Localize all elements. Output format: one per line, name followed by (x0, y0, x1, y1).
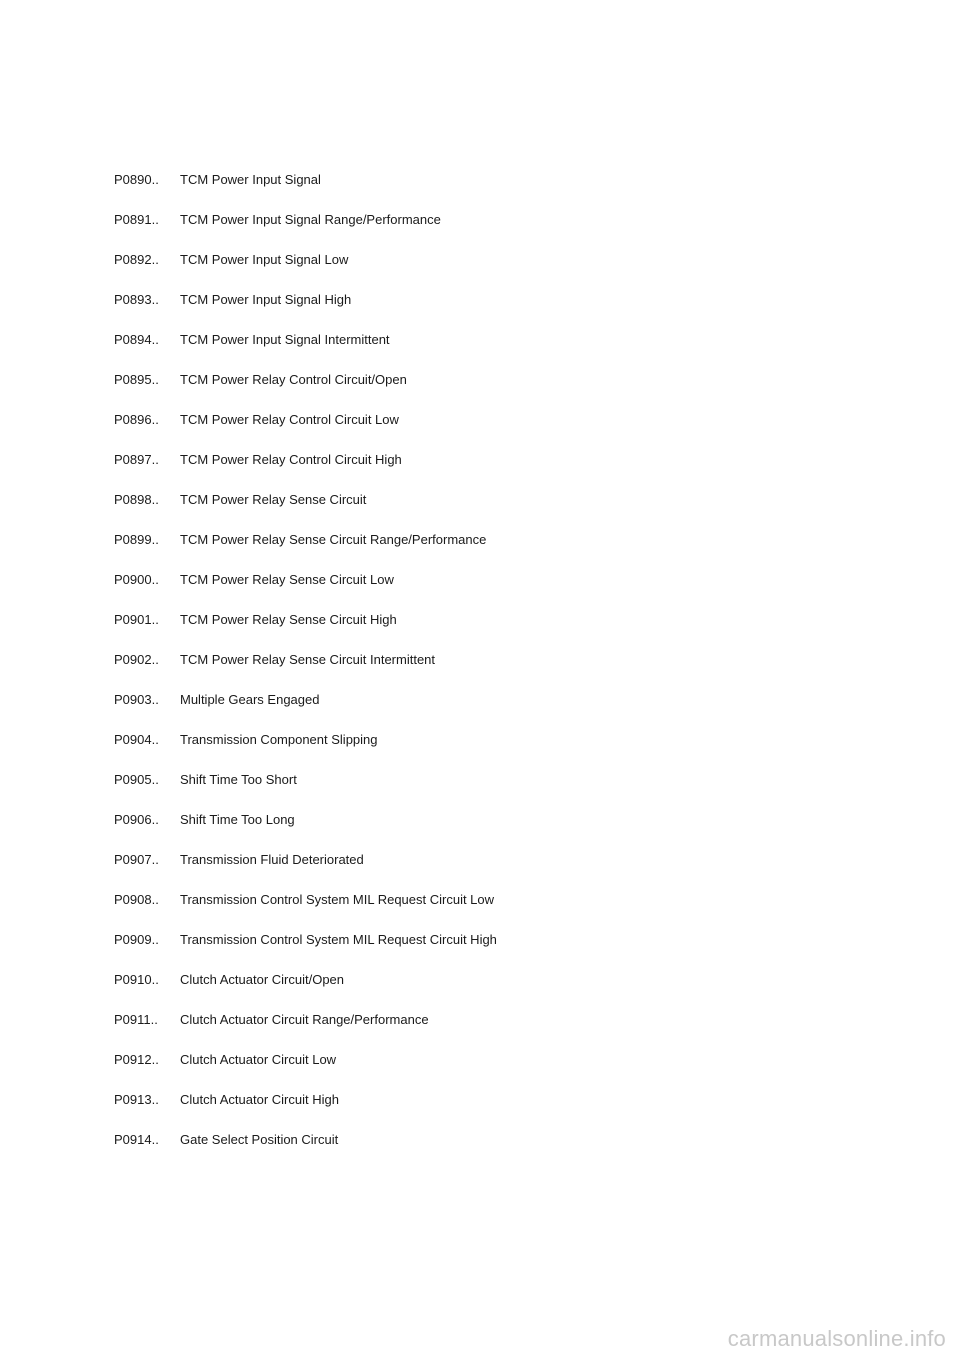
dtc-separator: .. (151, 692, 159, 707)
dtc-description: Transmission Fluid Deteriorated (180, 852, 364, 867)
dtc-description: Transmission Control System MIL Request Circuit Low (180, 892, 495, 907)
dtc-code-cell (114, 250, 174, 270)
dtc-row (114, 690, 497, 730)
dtc-separator: .. (151, 372, 159, 387)
dtc-separator: .. (151, 612, 159, 627)
dtc-description: Clutch Actuator Circuit Range/Performance (180, 1012, 429, 1027)
dtc-description: TCM Power Input Signal High (180, 292, 352, 307)
dtc-code: P0903 (114, 692, 152, 707)
dtc-separator: .. (151, 732, 159, 747)
dtc-description: TCM Power Relay Control Circuit Low (180, 412, 399, 427)
dtc-description: TCM Power Relay Sense Circuit Low (180, 572, 394, 587)
dtc-description: TCM Power Input Signal Low (180, 252, 349, 267)
dtc-description: Clutch Actuator Circuit/Open (180, 972, 345, 987)
dtc-description: Transmission Control System MIL Request Circuit High (180, 932, 497, 947)
dtc-separator: .. (151, 212, 159, 227)
dtc-code: P0910 (114, 972, 152, 987)
dtc-code: P0900 (114, 572, 152, 587)
dtc-description: TCM Power Input Signal Range/Performance (180, 212, 441, 227)
dtc-separator: .. (150, 1012, 158, 1027)
dtc-separator: .. (151, 412, 159, 427)
dtc-description: TCM Power Relay Sense Circuit Intermittent (180, 652, 436, 667)
dtc-row (114, 250, 497, 290)
dtc-code-cell (114, 810, 174, 830)
dtc-code-cell (114, 1050, 174, 1070)
dtc-code: P0890 (114, 172, 152, 187)
dtc-code: P0909 (114, 932, 152, 947)
dtc-row (114, 970, 497, 1010)
dtc-description: Transmission Component Slipping (180, 732, 378, 747)
dtc-row (114, 530, 497, 570)
dtc-description: TCM Power Relay Sense Circuit High (180, 612, 397, 627)
dtc-description: TCM Power Relay Control Circuit/Open (180, 372, 407, 387)
dtc-row (114, 370, 497, 410)
dtc-description: TCM Power Input Signal Intermittent (180, 332, 390, 347)
dtc-code-cell (114, 170, 174, 190)
dtc-code: P0902 (114, 652, 152, 667)
dtc-description: TCM Power Input Signal (180, 172, 321, 187)
dtc-code: P0901 (114, 612, 152, 627)
dtc-code-cell (114, 610, 174, 630)
dtc-code-cell (114, 570, 174, 590)
dtc-code: P0892 (114, 252, 152, 267)
dtc-code-cell (114, 890, 174, 910)
dtc-code-cell (114, 690, 174, 710)
dtc-separator: .. (151, 292, 159, 307)
dtc-code-cell (114, 1010, 174, 1030)
dtc-code-cell (114, 770, 174, 790)
dtc-separator: .. (151, 892, 159, 907)
dtc-row (114, 610, 497, 650)
dtc-row (114, 930, 497, 970)
dtc-code-cell (114, 370, 174, 390)
dtc-row (114, 850, 497, 890)
watermark: carmanualsonline.info (727, 1326, 946, 1351)
dtc-code: P0905 (114, 772, 152, 787)
dtc-separator: .. (151, 172, 159, 187)
dtc-code: P0907 (114, 852, 152, 867)
dtc-code-cell (114, 330, 174, 350)
dtc-description: Gate Select Position Circuit (180, 1132, 339, 1147)
dtc-row (114, 810, 497, 850)
dtc-code: P0914 (114, 1132, 152, 1147)
dtc-row (114, 1010, 497, 1050)
dtc-description: Multiple Gears Engaged (180, 692, 320, 707)
dtc-row (114, 1090, 497, 1130)
dtc-code: P0908 (114, 892, 152, 907)
dtc-code: P0898 (114, 492, 152, 507)
dtc-code: P0912 (114, 1052, 152, 1067)
dtc-code-cell (114, 970, 174, 990)
dtc-separator: .. (151, 1052, 159, 1067)
dtc-code: P0897 (114, 452, 152, 467)
dtc-separator: .. (151, 532, 159, 547)
dtc-separator: .. (151, 452, 159, 467)
dtc-separator: .. (151, 852, 159, 867)
dtc-row (114, 450, 497, 490)
dtc-separator: .. (151, 812, 159, 827)
dtc-description: Clutch Actuator Circuit High (180, 1092, 339, 1107)
dtc-separator: .. (151, 1092, 159, 1107)
dtc-code-cell (114, 210, 174, 230)
dtc-code-cell (114, 290, 174, 310)
dtc-code: P0913 (114, 1092, 152, 1107)
dtc-description: Shift Time Too Short (180, 772, 297, 787)
dtc-description: TCM Power Relay Control Circuit High (180, 452, 402, 467)
dtc-code-cell (114, 850, 174, 870)
dtc-separator: .. (151, 1132, 159, 1147)
dtc-row (114, 730, 497, 770)
dtc-code: P0906 (114, 812, 152, 827)
dtc-separator: .. (151, 252, 159, 267)
dtc-row (114, 1050, 497, 1090)
dtc-code-cell (114, 1130, 174, 1150)
dtc-code: P0891 (114, 212, 152, 227)
dtc-row (114, 330, 497, 370)
dtc-code: P0904 (114, 732, 152, 747)
dtc-separator: .. (151, 332, 159, 347)
dtc-separator: .. (151, 572, 159, 587)
dtc-description: TCM Power Relay Sense Circuit Range/Performance (180, 532, 487, 547)
dtc-row (114, 490, 497, 530)
dtc-description: Shift Time Too Long (180, 812, 295, 827)
dtc-code: P0899 (114, 532, 152, 547)
dtc-code: P0894 (114, 332, 152, 347)
dtc-code: P0893 (114, 292, 152, 307)
dtc-separator: .. (151, 932, 159, 947)
dtc-code-cell (114, 730, 174, 750)
dtc-separator: .. (151, 972, 159, 987)
dtc-row (114, 770, 497, 810)
dtc-row (114, 210, 497, 250)
dtc-row (114, 650, 497, 690)
dtc-separator: .. (151, 652, 159, 667)
dtc-row (114, 410, 497, 450)
dtc-description: Clutch Actuator Circuit Low (180, 1052, 337, 1067)
dtc-code-cell (114, 1090, 174, 1110)
dtc-row (114, 570, 497, 610)
dtc-code-cell (114, 530, 174, 550)
dtc-row (114, 1130, 497, 1170)
dtc-row (114, 890, 497, 930)
dtc-code: P0896 (114, 412, 152, 427)
dtc-code-list (114, 170, 497, 1170)
dtc-description: TCM Power Relay Sense Circuit (180, 492, 367, 507)
dtc-code-cell (114, 450, 174, 470)
dtc-code-cell (114, 490, 174, 510)
dtc-code-cell (114, 930, 174, 950)
dtc-separator: .. (151, 492, 159, 507)
dtc-code: P0911 (114, 1012, 151, 1027)
dtc-code-cell (114, 650, 174, 670)
dtc-row (114, 170, 497, 210)
dtc-separator: .. (151, 772, 159, 787)
dtc-code: P0895 (114, 372, 152, 387)
dtc-row (114, 290, 497, 330)
dtc-code-cell (114, 410, 174, 430)
